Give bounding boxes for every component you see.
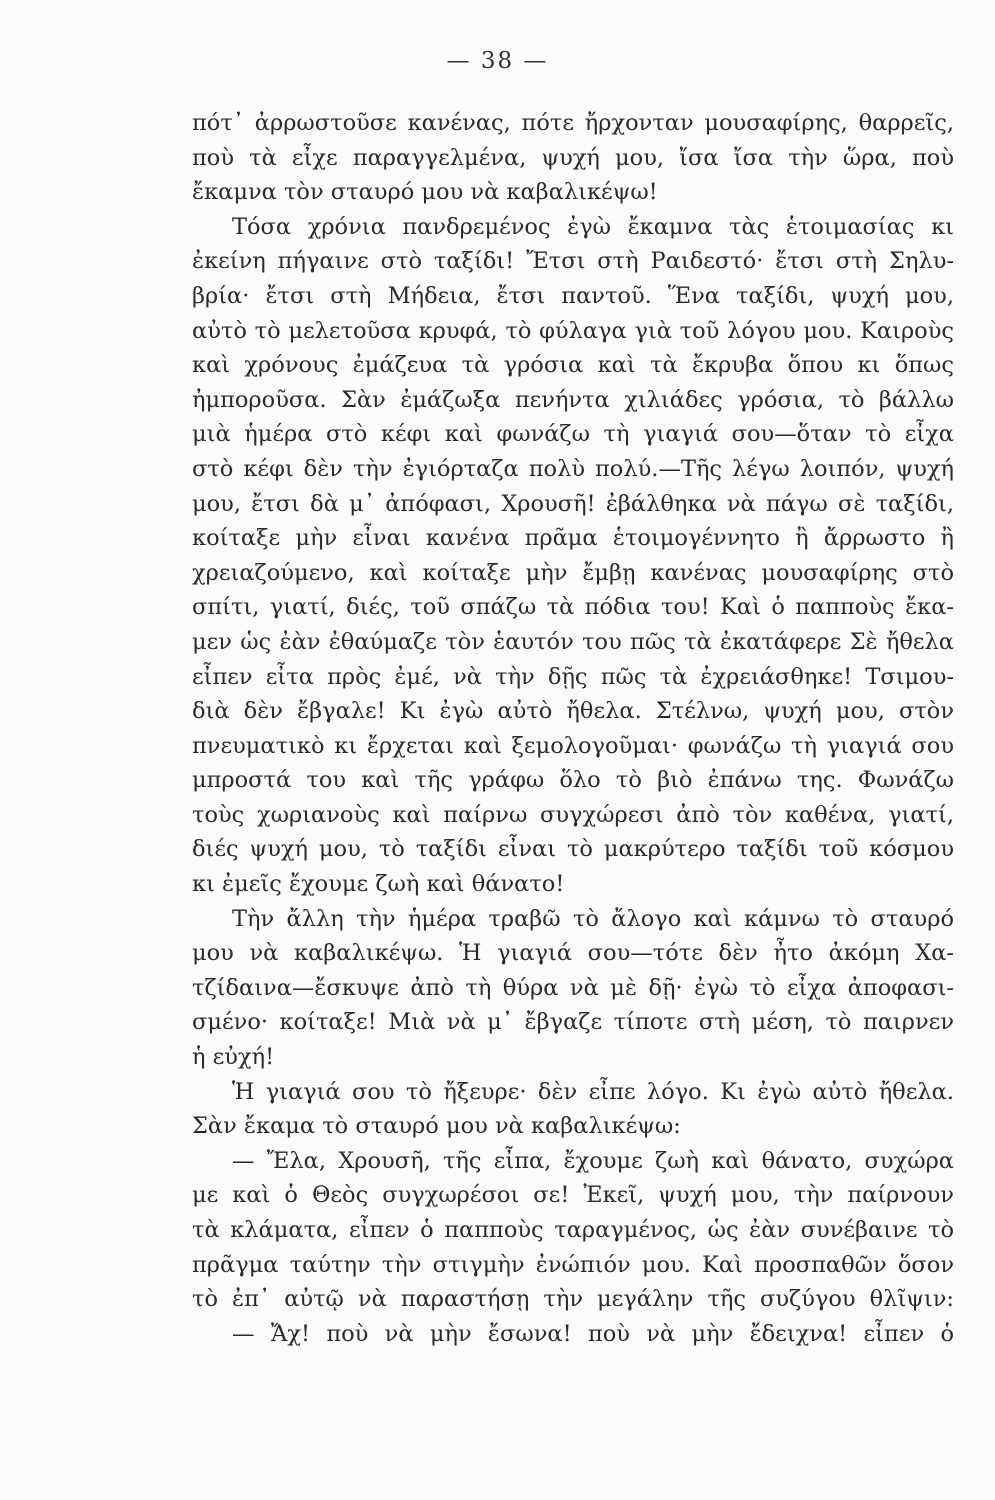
text-line: σμένο· κοίταξε! Μιὰ νὰ μ᾿ ἔβγαζε τίποτε στὴ μέση, τὸ παιρνεν — [192, 1009, 954, 1036]
text-line: — Ἔλα, Χρουσῆ, τῆς εἶπα, ἔχουμε ζωὴ καὶ θάνατο, συχώρα — [232, 1147, 954, 1174]
text-line: Ἡ γιαγιά σου τὸ ἤξευρε· δὲν εἶπε λόγο. Κι ἐγὼ αὐτὸ ἤθελα. — [232, 1078, 954, 1105]
text-line: μεν ὡς ἐὰν ἐθαύμαζε τὸν ἑαυτόν του πῶς τὰ ἐκατάφερε Σὲ ἤθελα — [192, 628, 954, 655]
text-line: μου νὰ καβαλικέψω. Ἡ γιαγιά σου—τότε δὲν ἦτο ἀκόμη Χα- — [192, 940, 954, 967]
text-line: ἔκαμνα τὸν σταυρό μου νὰ καβαλικέψω! — [192, 179, 658, 206]
text-line: ποὺ τὰ εἶχε παραγγελμένα, ψυχή μου, ἴσα ἴσα τὴν ὥρα, ποὺ — [192, 144, 954, 171]
text-line: τὸ ἐπ᾿ αὐτῷ νὰ παραστήσῃ τὴν μεγάλην τῆς συζύγου θλῖψιν: — [192, 1286, 954, 1313]
text-line: ἐκείνη πήγαινε στὸ ταξίδι! Ἔτσι στὴ Ραιδεστό· ἔτσι στὴ Σηλυ- — [192, 248, 954, 275]
text-line: βρία· ἔτσι στὴ Μήδεια, ἔτσι παντοῦ. Ἕνα ταξίδι, ψυχή μου, — [192, 282, 954, 309]
text-line: με καὶ ὁ Θεὸς συγχωρέσοι σε! Ἐκεῖ, ψυχή μου, τὴν παίρνουν — [192, 1182, 954, 1209]
text-line: τὰ κλάματα, εἶπεν ὁ παπποὺς ταραγμένος, ὡς ἐὰν συνέβαινε τὸ — [192, 1217, 954, 1243]
text-line: μου, ἔτσι δὰ μ᾿ ἀπόφασι, Χρουσῆ! ἐβάλθηκα νὰ πάγω σὲ ταξίδι, — [192, 490, 954, 517]
text-line: πότ᾿ ἀρρωστοῦσε κανένας, πότε ἤρχονταν μουσαφίρης, θαρρεῖς, — [192, 110, 954, 136]
text-line: Τὴν ἄλλη τὴν ἡμέρα τραβῶ τὸ ἄλογο καὶ κάμνω τὸ σταυρό — [232, 905, 954, 932]
text-line: καὶ χρόνους ἐμάζευα τὰ γρόσια καὶ τὰ ἔκρυβα ὅπου κι ὅπως — [192, 352, 954, 379]
text-line: στὸ κέφι δὲν τὴν ἐγιόρταζα πολὺ πολύ.—Τῆς λέγω λοιπόν, ψυχή — [192, 455, 954, 482]
text-line: τζίδαινα—ἔσκυψε ἀπὸ τὴ θύρα νὰ μὲ δῇ· ἐγὼ τὸ εἶχα ἀποφασι- — [192, 974, 954, 1001]
text-line: μπροστά του καὶ τῆς γράφω ὅλο τὸ βιὸ ἐπάνω της. Φωνάζω — [192, 767, 954, 794]
text-line: αὐτὸ τὸ μελετοῦσα κρυφά, τὸ φύλαγα γιὰ τοῦ λόγου μου. Καιροὺς — [192, 317, 954, 344]
text-line: Σὰν ἔκαμα τὸ σταυρό μου νὰ καβαλικέψω: — [192, 1113, 681, 1140]
text-line: κοίταξε μὴν εἶναι κανένα πρᾶμα ἑτοιμογέννητο ἢ ἄρρωστο ἢ — [192, 525, 954, 552]
text-line: ἠμποροῦσα. Σὰν ἐμάζωξα πενήντα χιλιάδες γρόσια, τὸ βάλλω — [192, 386, 954, 413]
text-line: πνευματικὸ κι ἔρχεται καὶ ξεμολογοῦμαι· φωνάζω τὴ γιαγιά σου — [192, 732, 954, 759]
text-line: Τόσα χρόνια πανδρεμένος ἐγὼ ἔκαμνα τὰς ἑτοιμασίας κι — [232, 213, 954, 240]
text-line: διές ψυχή μου, τὸ ταξίδι εἶναι τὸ μακρύτερο ταξίδι τοῦ κόσμου — [192, 836, 954, 863]
text-line: διὰ δὲν ἔβγαλε! Κι ἐγὼ αὐτὸ ἤθελα. Στέλνω, ψυχή μου, στὸν — [192, 698, 954, 725]
text-line: ἡ εὐχή! — [192, 1044, 275, 1071]
text-line: — Ἄχ! ποὺ νὰ μὴν ἔσωνα! ποὺ νὰ μὴν ἔδειχνα! εἶπεν ὁ — [232, 1320, 954, 1347]
body-text — [192, 106, 954, 1351]
text-line: μιὰ ἡμέρα στὸ κέφι καὶ φωνάζω τὴ γιαγιά σου—ὅταν τὸ εἶχα — [192, 421, 954, 448]
text-line: εἶπεν εἶτα πρὸς ἐμέ, νὰ τὴν δῇς πῶς τὰ ἐχρειάσθηκε! Τσιμου- — [192, 663, 954, 690]
page-number: — 38 — — [446, 48, 549, 74]
text-line: χρειαζούμενο, καὶ κοίταξε μὴν ἔμβῃ κανένας μουσαφίρης στὸ — [192, 559, 954, 586]
text-line: σπίτι, γιατί, διές, τοῦ σπάζω τὰ πόδια του! Καὶ ὁ παπποὺς ἔκα- — [192, 594, 954, 621]
text-line: κι ἐμεῖς ἔχουμε ζωὴ καὶ θάνατο! — [192, 871, 565, 898]
text-line: τοὺς χωριανοὺς καὶ παίρνω συγχώρεσι ἀπὸ τὸν καθένα, γιατί, — [192, 801, 954, 828]
text-line: πρᾶγμα ταύτην τὴν στιγμὴν ἐνώπιόν μου. Καὶ προσπαθῶν ὅσον — [192, 1251, 954, 1278]
